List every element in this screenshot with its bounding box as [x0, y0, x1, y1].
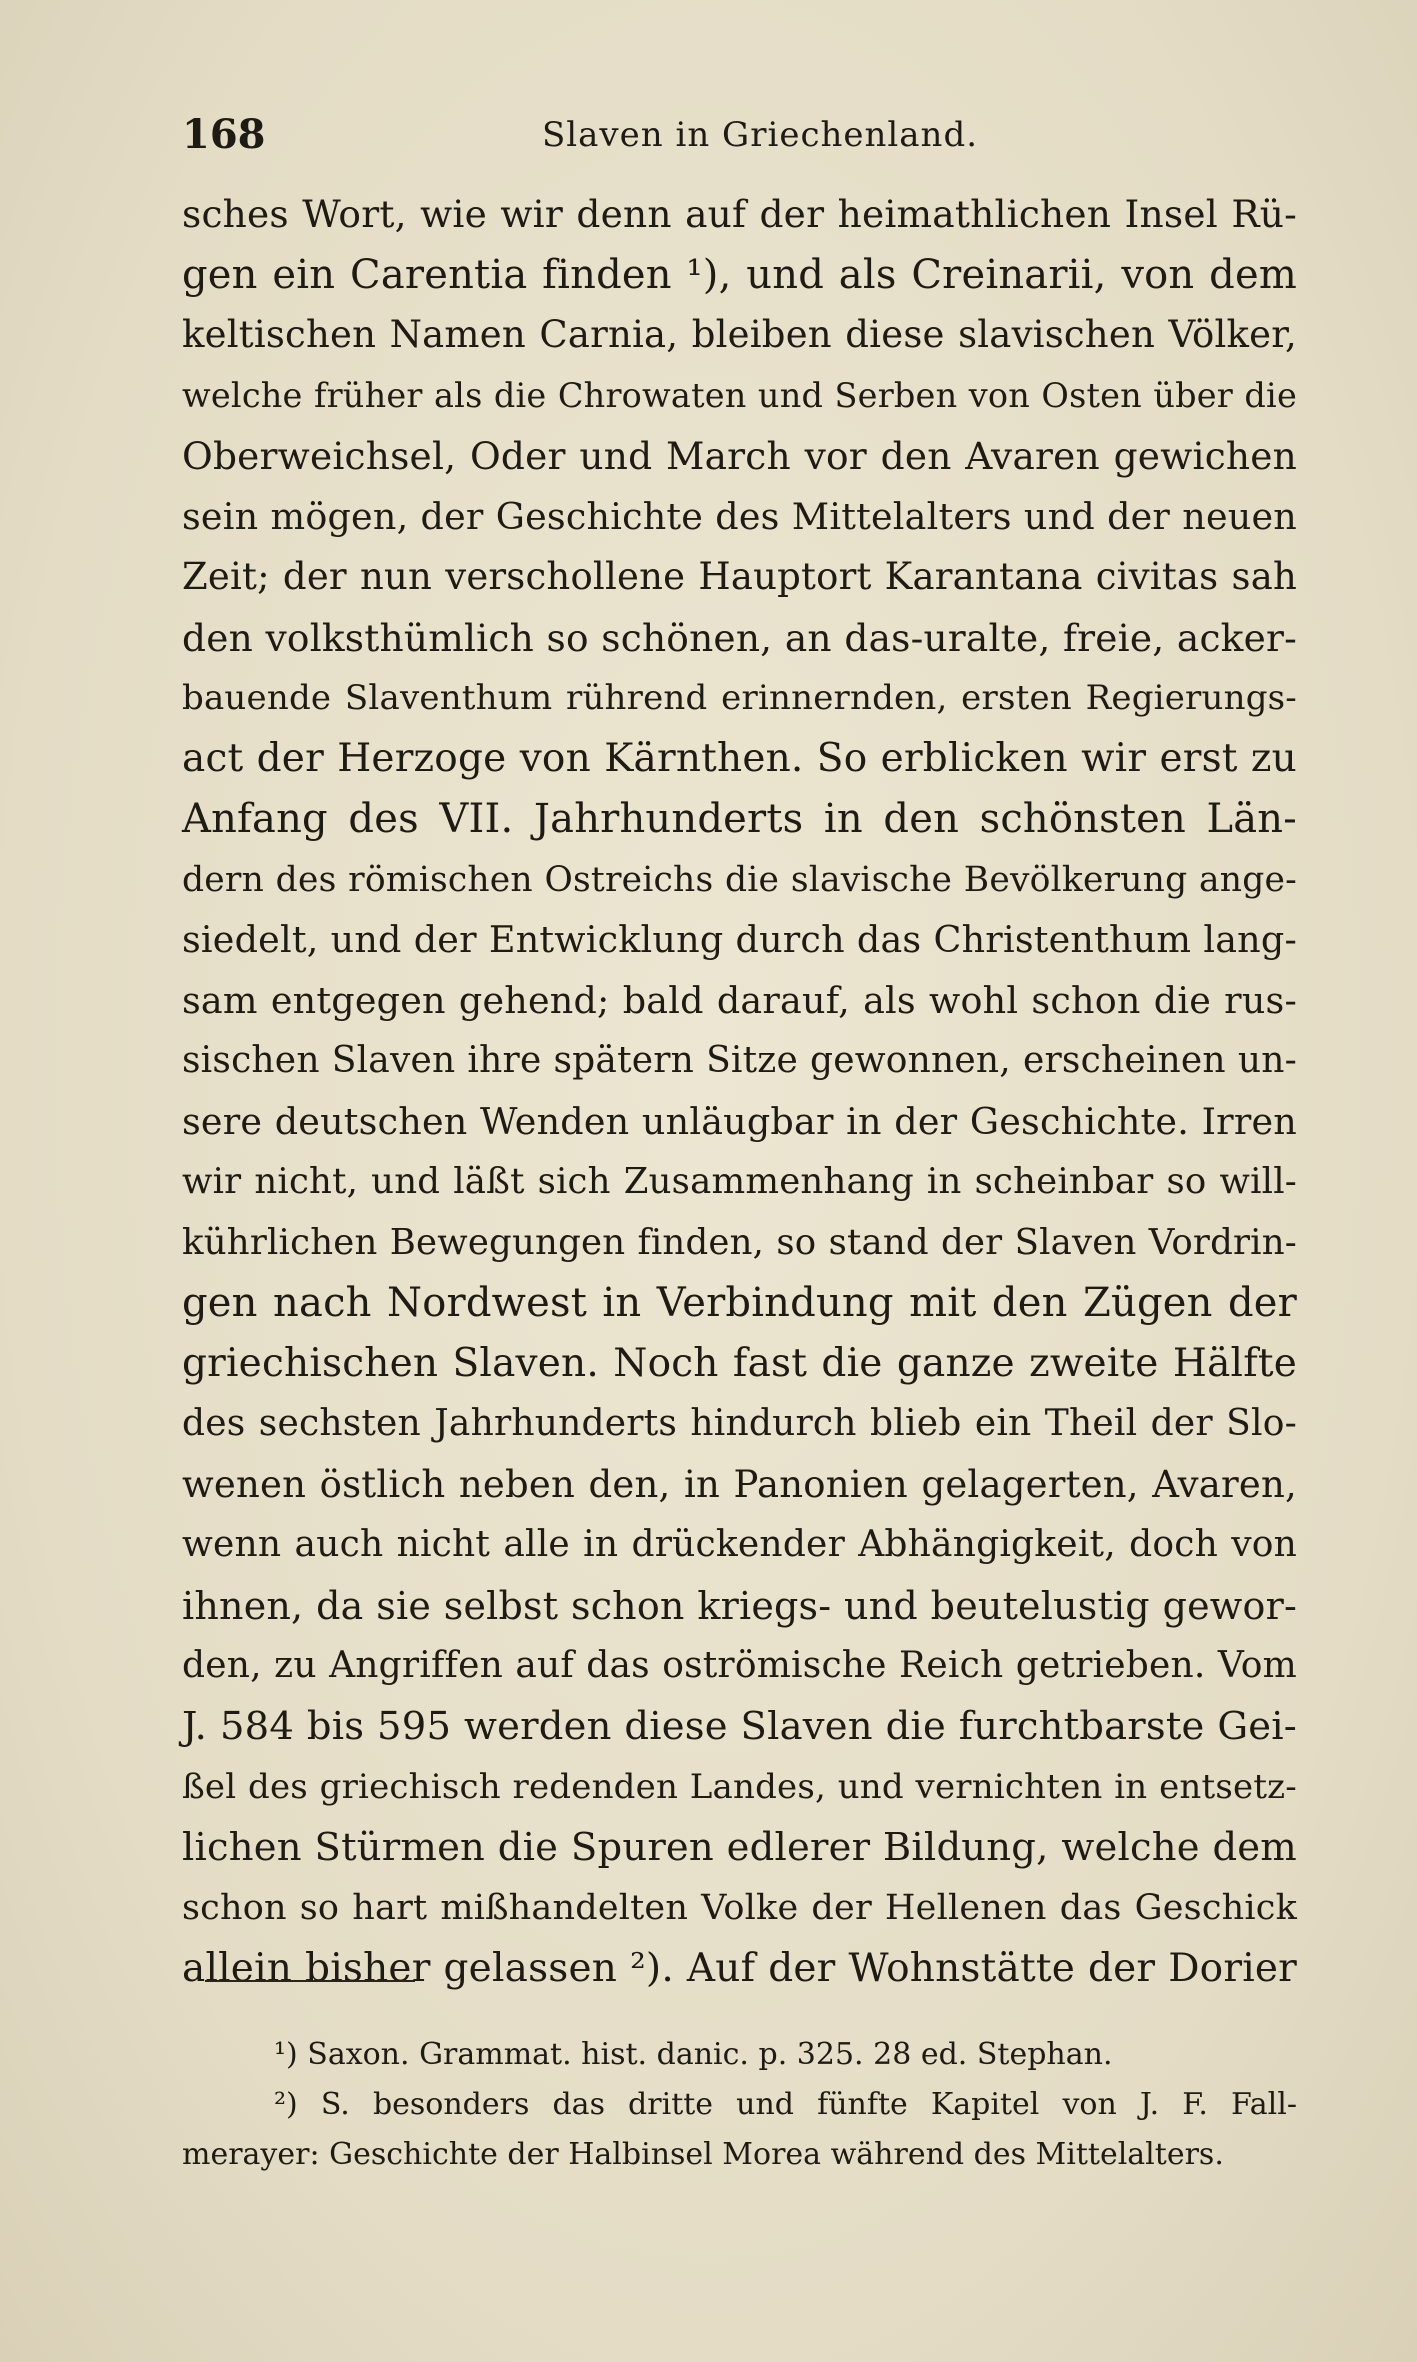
text-line: ihnen, da sie selbst schon kriegs- und beutelustig gewor-	[182, 1583, 1297, 1628]
text-line: welche früher als die Chrowaten und Serben von Osten über die	[182, 375, 1297, 415]
text-line: schon so hart mißhandelten Volke der Hellenen das Geschick	[182, 1888, 1297, 1928]
text-line: sischen Slaven ihre spätern Sitze gewonnen, erscheinen un-	[182, 1040, 1297, 1081]
footnote-1: ¹) Saxon. Grammat. hist. danic. p. 325. 28 ed. Stephan.	[274, 2037, 1113, 2072]
running-title: Slaven in Griechenland.	[542, 115, 979, 155]
text-line: ßel des griechisch redenden Landes, und vernichten in entsetz-	[182, 1767, 1297, 1807]
text-line: gen nach Nordwest in Verbindung mit den Zügen der	[182, 1280, 1297, 1326]
text-line: wenen östlich neben den, in Panonien gelagerten, Avaren,	[182, 1462, 1297, 1506]
text-line: siedelt, und der Entwicklung durch das Christenthum lang-	[182, 918, 1297, 961]
footnote-divider	[205, 1980, 415, 1982]
text-line: sere deutschen Wenden unläugbar in der Geschichte. Irren	[182, 1099, 1297, 1143]
text-line: griechischen Slaven. Noch fast die ganze zweite Hälfte	[182, 1340, 1297, 1386]
footnote-2-continued: merayer: Geschichte der Halbinsel Morea während des Mittelalters.	[182, 2137, 1224, 2172]
text-line: Anfang des VII. Jahrhunderts in den schönsten Län-	[182, 796, 1297, 842]
text-line: wenn auch nicht alle in drückender Abhängigkeit, doch von	[182, 1524, 1297, 1565]
text-line: lichen Stürmen die Spuren edlerer Bildung, welche dem	[182, 1824, 1297, 1870]
body-text	[182, 184, 1297, 1999]
text-line: sein mögen, der Geschichte des Mittelalters und der neuen	[182, 494, 1297, 538]
text-line: Oberweichsel, Oder und March vor den Avaren gewichen	[182, 434, 1297, 478]
text-line: kührlichen Bewegungen finden, so stand der Slaven Vordrin-	[182, 1221, 1297, 1263]
text-line: den, zu Angriffen auf das oströmische Reich getrieben. Vom	[182, 1645, 1297, 1686]
text-line: J. 584 bis 595 werden diese Slaven die furchtbarste Gei-	[182, 1703, 1297, 1749]
text-line: Zeit; der nun verschollene Hauptort Karantana civitas sah	[182, 555, 1297, 598]
text-line: keltischen Namen Carnia, bleiben diese slavischen Völker,	[182, 313, 1297, 356]
text-line: bauende Slaventhum rührend erinnernden, ersten Regierungs-	[182, 678, 1297, 718]
text-line: sches Wort, wie wir denn auf der heimathlichen Insel Rü-	[182, 192, 1297, 236]
page-number: 168	[182, 111, 266, 158]
text-line: allein bisher gelassen ²). Auf der Wohnstätte der Dorier	[182, 1945, 1297, 1991]
page-header	[182, 100, 1312, 170]
footnote-2: ²) S. besonders das dritte und fünfte Kapitel von J. F. Fall-	[274, 2087, 1297, 2122]
text-line: act der Herzoge von Kärnthen. So erblicken wir erst zu	[182, 735, 1297, 781]
footnotes	[182, 2030, 1297, 2180]
text-line: gen ein Carentia finden ¹), und als Creinarii, von dem	[182, 251, 1297, 298]
text-line: dern des römischen Ostreichs die slavische Bevölkerung ange-	[182, 859, 1297, 900]
text-line: des sechsten Jahrhunderts hindurch blieb ein Theil der Slo-	[182, 1403, 1297, 1444]
text-line: den volksthümlich so schönen, an das-uralte, freie, acker-	[182, 615, 1297, 660]
text-line: wir nicht, und läßt sich Zusammenhang in scheinbar so will-	[182, 1161, 1297, 1202]
text-line: sam entgegen gehend; bald darauf, als wohl schon die rus-	[182, 978, 1297, 1022]
